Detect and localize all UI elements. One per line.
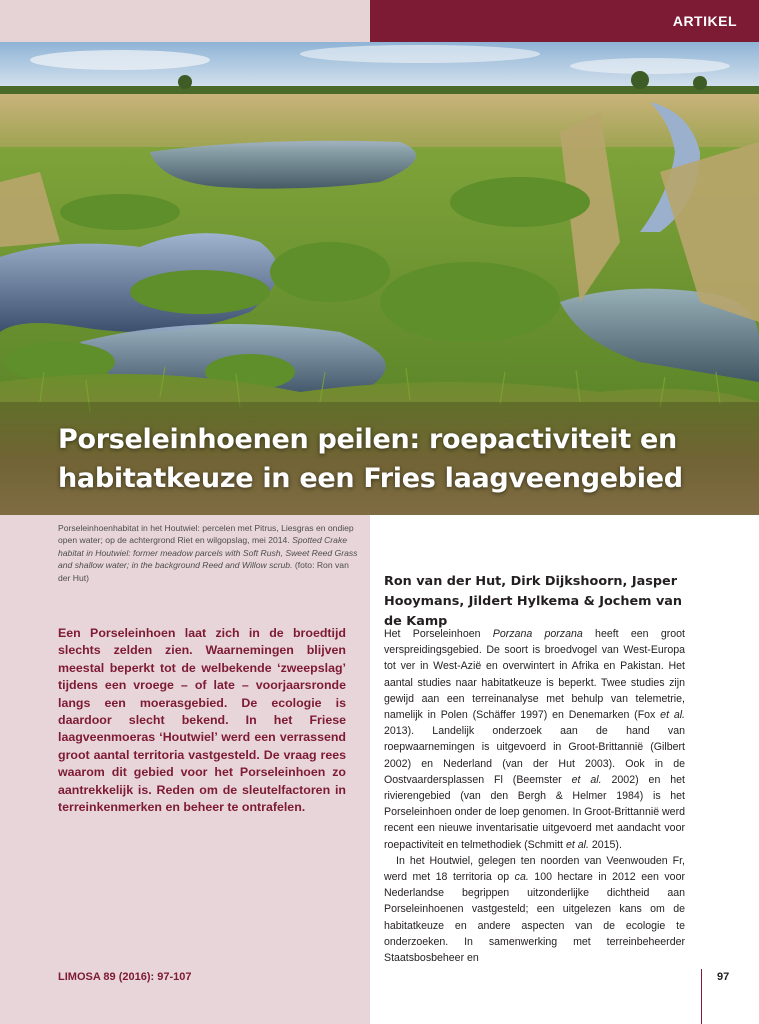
section-label: ARTIKEL xyxy=(370,0,759,42)
italic-run: et al. xyxy=(565,838,589,851)
journal-citation: LIMOSA 89 (2016): 97-107 xyxy=(58,971,192,983)
text-run: 2013). Landelijk onderzoek aan de hand van roepwaarnemingen is uitgevoerd in Groot-Brittannië (Gilbert 2002) en Nederland (van der Hut 2003). Ook in de Oostvaardersplassen Fl (Beemster xyxy=(384,725,685,786)
photo-caption xyxy=(58,522,358,584)
text-run: 2002) en het rivierengebied (van den Bergh & Helmer 1984) is het Porseleinhoen onder de loep genomen. In Groot-Brittannië werd recent een nieuwe inventarisatie uitgevoerd met aandacht voor roepactiviteit en telmethodiek (Schmitt xyxy=(384,773,685,851)
abstract: Een Porseleinhoen laat zich in de broedtijd slechts zelden zien. Waarnemingen blijven meestal beperkt tot de welbekende ‘zweepslag’ tijdens een vroege – of late – voorjaarsronde langs een moerasgebied. De ecologie is daardoor slecht bekend. In het Friese laagveenmoeras ‘Houtwiel’ werd een verrassend groot aantal territoria vastgesteld. De vraag rees waarom dit gebied voor het Porseleinhoen zo aantrekkelijk is. Reden om de sleutelfactoren in terreinkenmerken en beheer te ontrafelen. xyxy=(58,626,346,815)
text-run: heeft een groot verspreidingsgebied. De soort is broedvogel van West-Europa tot ver in West-Azië en overwintert in Afrika en Pakistan. Het aantal studies naar habitatkeuze is beperkt. Twee studies zijn gewijd aan een terreinanalyse met behulp van telemetrie, namelijk in Polen (Schäffer 1997) en Denemarken (Fox xyxy=(384,628,685,722)
text-run: In het Houtwiel, gelegen ten noorden van Veenwouden Fr, werd met 18 territoria op xyxy=(384,854,685,884)
article-title: Porseleinhoenen peilen: roepactiviteit en habitatkeuze in een Fries laagveengebied xyxy=(58,424,683,494)
italic-run: et al. xyxy=(660,709,686,722)
text-run: 2015). xyxy=(588,838,622,851)
hero-photo xyxy=(0,42,759,515)
paragraph-1 xyxy=(384,626,685,853)
header-tint xyxy=(0,0,370,42)
text-run: Het Porseleinhoen xyxy=(384,628,493,640)
italic-run: ca. xyxy=(514,871,529,884)
page-number: 97 xyxy=(717,971,730,983)
page-number-rule xyxy=(701,969,702,1024)
caption-english: Spotted Crake habitat in Houtwiel: former meadow parcels with Soft Rush, Sweet Reed Grass and shallow water; in the background Reed and Willow scrub. xyxy=(58,535,358,571)
paragraph-2 xyxy=(384,853,685,966)
caption-dutch: Porseleinhoenhabitat in het Houtwiel: percelen met Pitrus, Liesgras en ondiep open water; op de achtergrond Riet en wilgopslag, mei 2014. xyxy=(58,523,354,546)
italic-run: et al. xyxy=(571,773,602,786)
italic-run: Porzana porzana xyxy=(492,628,583,640)
body-text xyxy=(384,626,685,966)
text-run: 100 hectare in 2012 een voor Nederlandse begrippen uitzonderlijke dichtheid aan Porseleinhoenen vastgesteld; een uitgelezen kans om de habitatkeuze en andere aspecten van de ecologie te onderzoeken. In samenwerking met terreinbeheerder Staatsbosbeheer en xyxy=(384,871,685,965)
top-band xyxy=(0,0,759,42)
caption-credit: (foto: Ron van der Hut) xyxy=(58,560,349,583)
author-list: Ron van der Hut, Dirk Dijkshoorn, Jasper Hooymans, Jildert Hylkema & Jochem van de Kamp xyxy=(384,574,683,629)
